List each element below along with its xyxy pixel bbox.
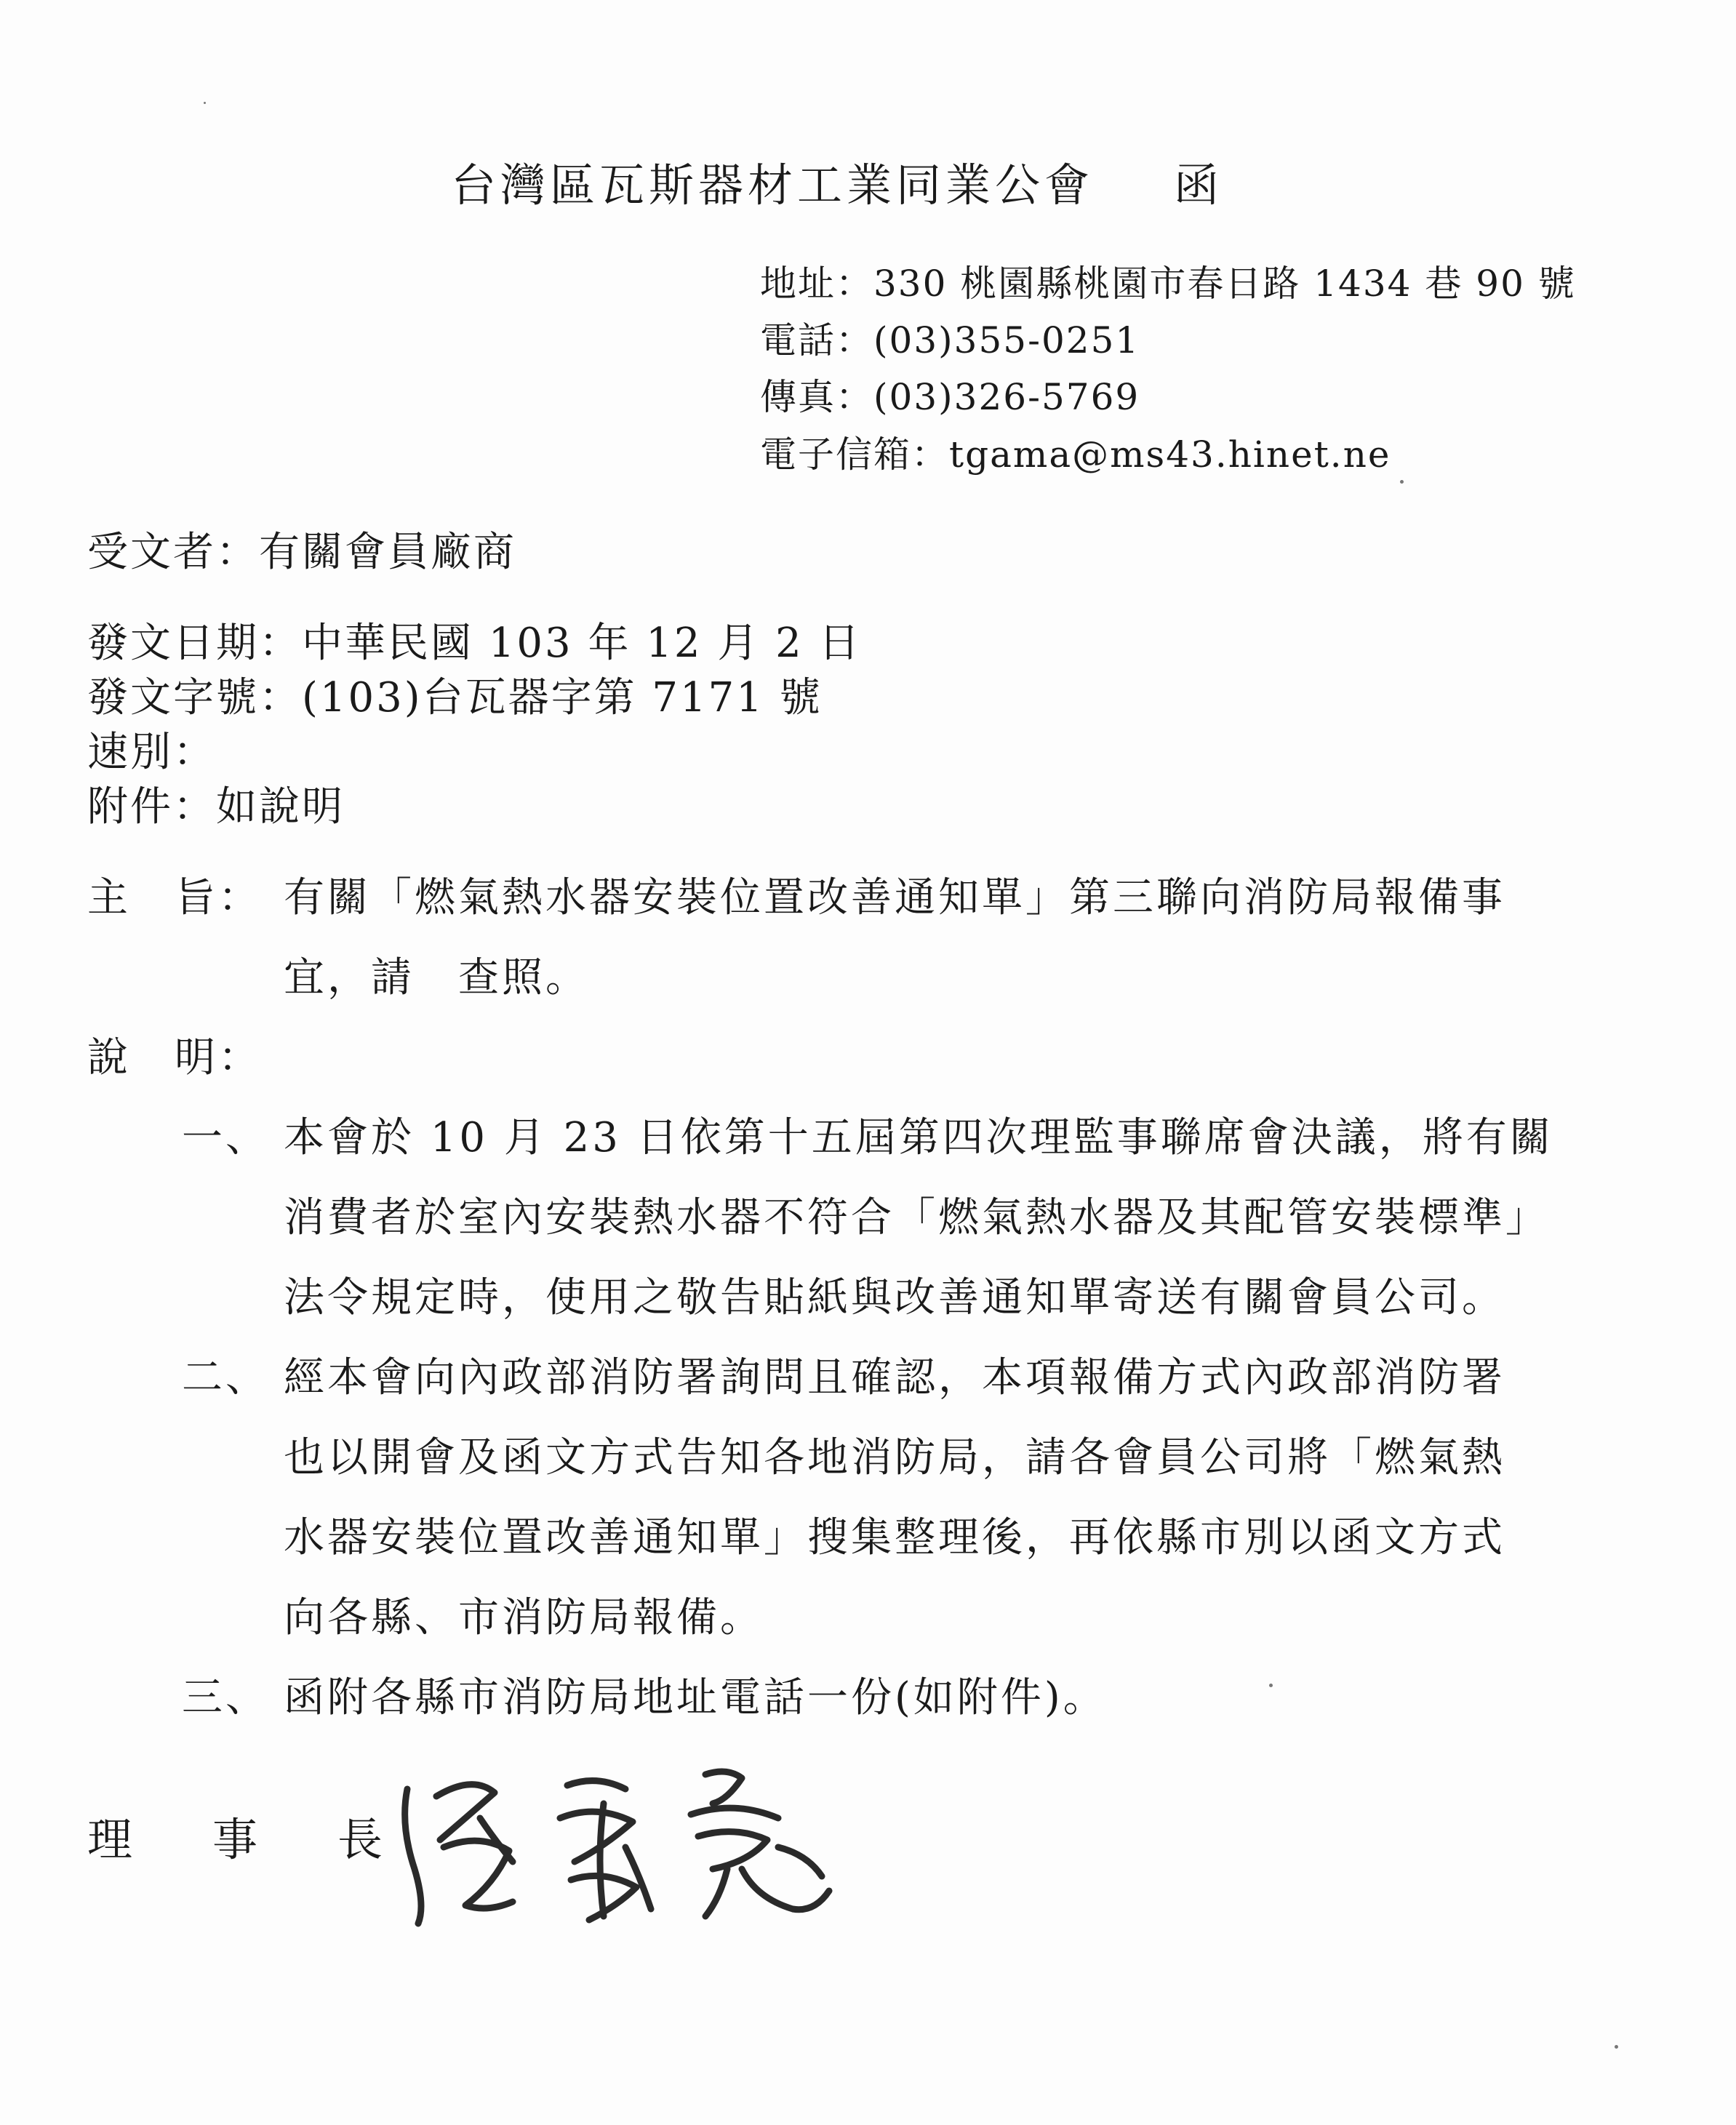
chairman-char: 理 <box>87 1813 133 1866</box>
item-number: 二、 <box>182 1354 269 1401</box>
scan-speck <box>204 102 206 104</box>
subject-label: 主 旨： <box>87 874 262 921</box>
doc-type: 函 <box>1174 159 1224 212</box>
handwritten-signature <box>385 1760 851 1934</box>
speed-class: 速別： <box>87 729 216 776</box>
issue-date: 發文日期：中華民國 103 年 12 月 2 日 <box>87 620 862 667</box>
recipient: 受文者：有關會員廠商 <box>87 529 516 576</box>
item-line: 法令規定時，使用之敬告貼紙與改善通知單寄送有關會員公司。 <box>284 1274 1505 1321</box>
scan-speck <box>1269 1684 1273 1687</box>
chairman-char: 事 <box>212 1813 258 1866</box>
item-line: 也以開會及函文方式告知各地消防局，請各會員公司將「燃氣熱 <box>284 1434 1505 1481</box>
item-line: 經本會向內政部消防署詢問且確認，本項報備方式內政部消防署 <box>284 1354 1505 1401</box>
subject-line: 有關「燃氣熱水器安裝位置改善通知單」第三聯向消防局報備事 <box>284 874 1505 921</box>
contact-email: 電子信箱：tgama@ms43.hinet.ne <box>760 433 1391 476</box>
document-title <box>451 149 1223 214</box>
item-number: 一、 <box>182 1114 269 1161</box>
contact-phone: 電話：(03)355-0251 <box>760 319 1140 361</box>
item-line: 向各縣、市消防局報備。 <box>284 1594 764 1641</box>
item-line: 消費者於室內安裝熱水器不符合「燃氣熱水器及其配管安裝標準」 <box>284 1194 1549 1241</box>
subject-line: 宜，請 查照。 <box>284 954 589 1001</box>
item-line: 水器安裝位置改善通知單」搜集整理後，再依縣市別以函文方式 <box>284 1514 1505 1561</box>
item-line: 本會於 10 月 23 日依第十五屆第四次理監事聯席會決議，將有關 <box>284 1114 1553 1161</box>
reference-number: 發文字號：(103)台瓦器字第 7171 號 <box>87 674 823 721</box>
scan-speck <box>1400 480 1404 484</box>
org-name: 台灣區瓦斯器材工業同業公會 <box>451 159 1095 212</box>
explanation-label: 說 明： <box>87 1034 262 1081</box>
item-line: 函附各縣市消防局地址電話一份(如附件)。 <box>284 1674 1107 1721</box>
scan-speck <box>1615 2045 1618 2049</box>
item-number: 三、 <box>182 1674 269 1721</box>
contact-address: 地址：330 桃園縣桃園市春日路 1434 巷 90 號 <box>760 263 1576 305</box>
attachment: 附件：如說明 <box>87 783 345 831</box>
contact-fax: 傳真：(03)326-5769 <box>760 376 1140 418</box>
chairman-title <box>87 1804 383 1868</box>
chairman-char: 長 <box>337 1813 383 1866</box>
